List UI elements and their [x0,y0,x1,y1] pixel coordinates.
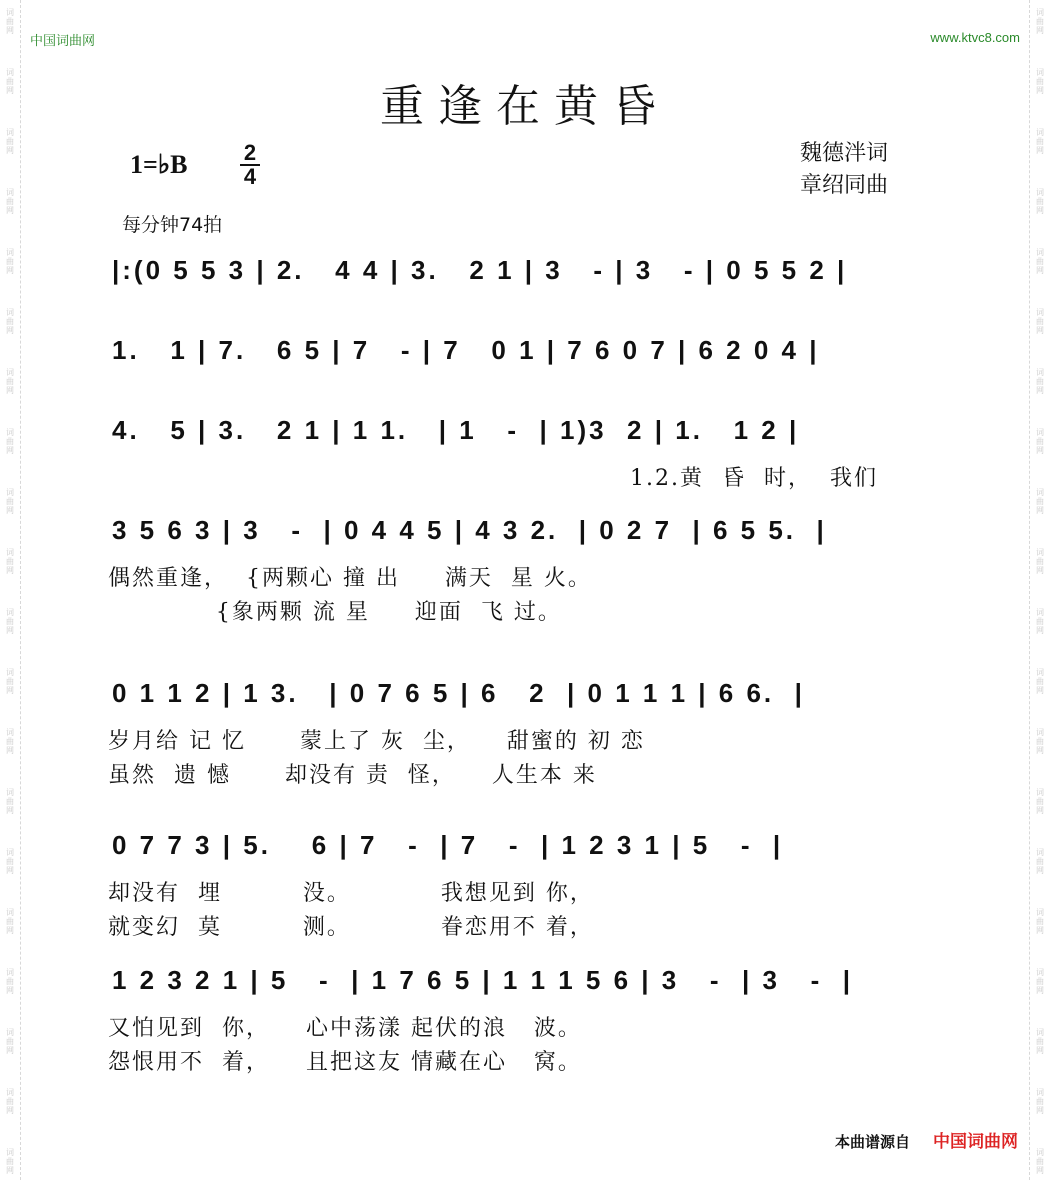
notation-line-5: 0 1 1 2 | 1 3. | 0 7 6 5 | 6 2 | 0 1 1 1 | 6 6. | [112,678,805,708]
side-watermark-text: 词 曲 网 [6,668,14,695]
side-watermark-text: 词 曲 网 [1036,848,1044,875]
side-watermark-text: 词 曲 网 [6,1028,14,1055]
side-watermark-text: 词 曲 网 [1036,548,1044,575]
side-watermark-text: 词 曲 网 [1036,128,1044,155]
side-watermark-text: 词 曲 网 [6,8,14,35]
side-watermark-text: 词 曲 网 [6,428,14,455]
side-watermark-text: 词 曲 网 [6,308,14,335]
lyrics-line-3-1: 1.2.黄 昏 时， 我们 [630,466,878,491]
lyrics-line-4-2: {象两颗 流 星 迎面 飞 过。 [108,600,562,625]
lyrics-line-6-1: 却没有 埋 没。 我想见到 你， [108,881,594,906]
notation-line-6: 0 7 7 3 | 5. 6 | 7 - | 7 - | 1 2 3 1 | 5 - | [112,830,784,860]
right-watermark-strip [1029,0,1050,1180]
side-watermark-text: 词 曲 网 [1036,1028,1044,1055]
key-signature: 1=♭B [130,150,188,179]
side-watermark-text: 词 曲 网 [1036,608,1044,635]
notation-line-3: 4. 5 | 3. 2 1 | 1 1. | 1 - | 1)3 2 | 1. 1 2 | [112,415,800,445]
lyricist-credit: 魏德泮词 [800,141,889,166]
lyrics-line-6-2: 就变幻 莫 测。 眷恋用不 着， [108,915,594,940]
side-watermark-text: 词 曲 网 [6,1088,14,1115]
side-watermark-text: 词 曲 网 [6,788,14,815]
side-watermark-text: 词 曲 网 [6,128,14,155]
notation-line-1: |:(0 5 5 3 | 2. 4 4 | 3. 2 1 | 3 - | 3 - | 0 5 5 2 | [112,255,848,285]
source-label: 本曲谱源自 [834,1133,910,1151]
side-watermark-text: 词 曲 网 [6,848,14,875]
side-watermark-text: 词 曲 网 [1036,368,1044,395]
side-watermark-text: 词 曲 网 [1036,428,1044,455]
side-watermark-text: 词 曲 网 [6,908,14,935]
site-url-right[interactable]: www.ktvc8.com [930,30,1020,45]
time-signature [240,142,260,188]
time-sig-bottom: 4 [243,164,257,189]
side-watermark-text: 词 曲 网 [1036,8,1044,35]
site-name-left[interactable]: 中国词曲网 [30,33,96,48]
notation-line-2: 1. 1 | 7. 6 5 | 7 - | 7 0 1 | 7 6 0 7 | 6 2 0 4 | [112,335,820,365]
side-watermark-text: 词 曲 网 [1036,1148,1044,1175]
side-watermark-text: 词 曲 网 [1036,1088,1044,1115]
side-watermark-text: 词 曲 网 [1036,968,1044,995]
side-watermark-text: 词 曲 网 [1036,908,1044,935]
side-watermark-text: 词 曲 网 [1036,68,1044,95]
song-title: 重逢在黄昏 [380,81,670,132]
lyrics-line-7-2: 怨恨用不 着， 且把这友 情藏在心 窝。 [108,1050,582,1075]
time-sig-top: 2 [240,142,260,166]
notation-line-7: 1 2 3 2 1 | 5 - | 1 7 6 5 | 1 1 1 5 6 | 3 - | 3 - | [112,965,854,995]
notation-line-4: 3 5 6 3 | 3 - | 0 4 4 5 | 4 3 2. | 0 2 7 | 6 5 5. | [112,515,827,545]
side-watermark-text: 词 曲 网 [6,188,14,215]
side-watermark-text: 词 曲 网 [1036,788,1044,815]
side-watermark-text: 词 曲 网 [6,728,14,755]
lyrics-line-4-1: 偶然重逢， {两颗心 撞 出 满天 星 火。 [108,566,592,591]
side-watermark-text: 词 曲 网 [6,248,14,275]
source-site-link[interactable]: 中国词曲网 [933,1132,1018,1152]
side-watermark-text: 词 曲 网 [1036,728,1044,755]
side-watermark-text: 词 曲 网 [6,68,14,95]
side-watermark-text: 词 曲 网 [6,608,14,635]
side-watermark-text: 词 曲 网 [6,548,14,575]
side-watermark-text: 词 曲 网 [6,488,14,515]
left-watermark-strip [0,0,21,1180]
side-watermark-text: 词 曲 网 [1036,188,1044,215]
lyrics-line-5-2: 虽然 遗 憾 却没有 责 怪， 人生本 来 [108,763,597,788]
lyrics-line-7-1: 又怕见到 你， 心中荡漾 起伏的浪 波。 [108,1016,582,1041]
side-watermark-text: 词 曲 网 [6,368,14,395]
composer-credit: 章绍同曲 [800,173,889,198]
side-watermark-text: 词 曲 网 [1036,308,1044,335]
side-watermark-text: 词 曲 网 [1036,668,1044,695]
side-watermark-text: 词 曲 网 [6,968,14,995]
side-watermark-text: 词 曲 网 [1036,488,1044,515]
side-watermark-text: 词 曲 网 [1036,248,1044,275]
tempo-marking: 每分钟74拍 [122,214,223,236]
side-watermark-text: 词 曲 网 [6,1148,14,1175]
lyrics-line-5-1: 岁月给 记 忆 蒙上了 灰 尘， 甜蜜的 初 恋 [108,729,645,754]
